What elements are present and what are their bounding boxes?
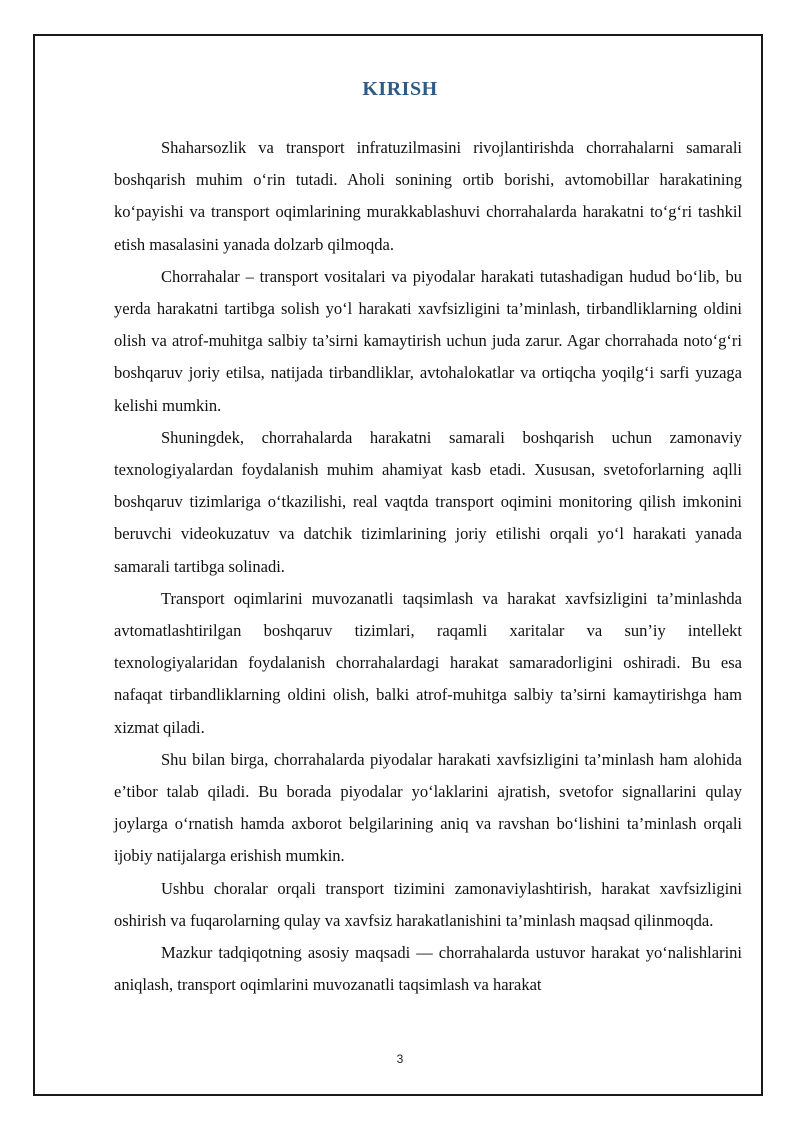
- page-title: KIRISH: [362, 78, 438, 100]
- paragraph: Transport oqimlarini muvozanatli taqsimlash va harakat xavfsizligini ta’minlashda avtomatlashtirilgan boshqaruv tizimlari, raqamli xaritalar va sun’iy intellekt texnologiyalaridan foydalanish chorrahalardagi harakat samaradorligini oshiradi. Bu esa nafaqat tirbandliklarning oldini olish, balki atrof-muhitga salbiy ta’sirni kamaytirishga ham xizmat qiladi.: [114, 588, 742, 737]
- paragraph: Mazkur tadqiqotning asosiy maqsadi — chorrahalarda ustuvor harakat yo‘nalishlarini aniqlash, transport oqimlarini muvozanatli taqsimlash va harakat: [114, 943, 742, 995]
- paragraph: Chorrahalar – transport vositalari va piyodalar harakati tutashadigan hudud bo‘lib, bu yerda harakatni tartibga solish yo‘l harakati xavfsizligini ta’minlash, tirbandliklarning oldini olish va atrof-muhitga salbiy ta’sirni kamaytirish uchun juda zarur. Agar chorrahada noto‘g‘ri boshqaruv joriy etilsa, natijada tirbandliklar, avtohalokatlar va ortiqcha yoqilg‘i sarfi yuzaga kelishi mumkin.: [114, 266, 742, 415]
- paragraph: Shuningdek, chorrahalarda harakatni samarali boshqarish uchun zamonaviy texnologiyalardan foydalanish muhim ahamiyat kasb etadi. Xususan, svetoforlarning aqlli boshqaruv tizimlariga o‘tkazilishi, real vaqtda transport oqimini monitoring qilish imkonini beruvchi videokuzatuv va datchik tizimlarining joriy etilishi orqali yo‘l harakati yanada samarali tartibga solinadi.: [114, 427, 742, 576]
- paragraph: Shu bilan birga, chorrahalarda piyodalar harakati xavfsizligini ta’minlash ham alohida e’tibor talab qiladi. Bu borada piyodalar yo‘laklarini ajratish, svetofor signallarini qulay joylarga o‘rnatish hamda axborot belgilarining aniq va ravshan bo‘lishini ta’minlash orqali ijobiy natijalarga erishish mumkin.: [114, 749, 742, 866]
- document-body: [114, 132, 742, 1001]
- paragraph: Ushbu choralar orqali transport tizimini zamonaviylashtirish, harakat xavfsizligini oshirish va fuqarolarning qulay va xavfsiz harakatlanishini ta’minlash maqsad qilinmoqda.: [114, 878, 742, 930]
- paragraph: Shaharsozlik va transport infratuzilmasini rivojlantirishda chorrahalarni samarali boshqarish muhim o‘rin tutadi. Aholi sonining ortib borishi, avtomobillar harakatining ko‘payishi va transport oqimlarining murakkablashuvi chorrahalarda harakatni to‘g‘ri tashkil etish masalasini yanada dolzarb qilmoqda.: [114, 138, 742, 254]
- page-number: 3: [396, 1052, 404, 1066]
